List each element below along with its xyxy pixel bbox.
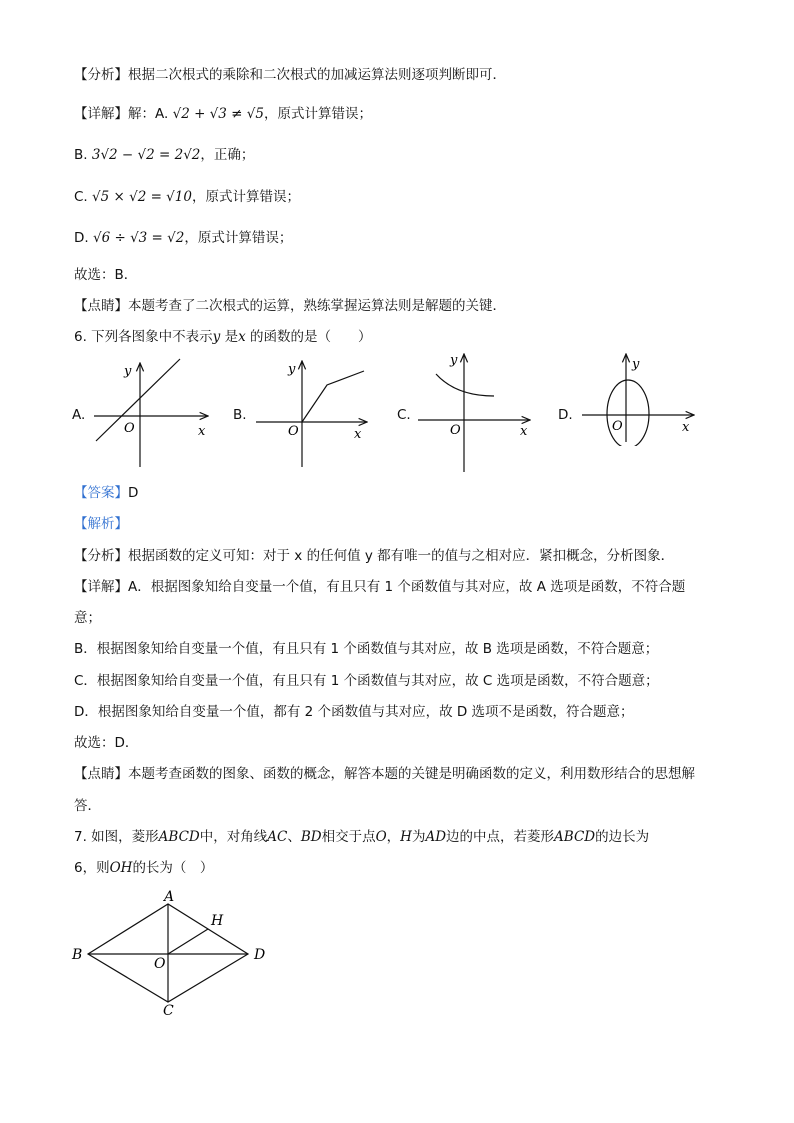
analysis-tag: 【分析】 — [74, 67, 128, 83]
expr-c: √5 × √2 = √10 — [92, 189, 192, 205]
q6-detail-d: D．根据图象知给自变量一个值，都有 2 个函数值与其对应，故 D 选项不是函数，符合题意； — [74, 704, 634, 720]
label-h: H — [211, 913, 224, 929]
q7-text-a: 7. 如图，菱形 — [74, 829, 159, 845]
x-label: x — [198, 424, 206, 439]
q6-graph-b — [252, 355, 382, 473]
origin-label: O — [612, 419, 623, 434]
q7-ac: AC — [267, 829, 288, 845]
label-d: D — [254, 947, 266, 963]
q6-choose: 故选：D． — [74, 735, 139, 751]
q7-comma: ， — [386, 829, 401, 845]
analysis-text: 根据函数的定义可知：对于 x 的任何值 y 都有唯一的值与之相对应．紧扣概念，分析图象． — [128, 548, 675, 564]
q7-sep: 、 — [287, 829, 301, 845]
answer-value: D — [128, 485, 139, 501]
comment-text: 本题考查函数的图象、函数的概念，解答本题的关键是明确函数的定义，利用数形结合的思想解 — [128, 766, 695, 782]
function-curve — [436, 374, 494, 396]
q6-option-a-label: A. — [72, 407, 86, 423]
q6-var-x: x — [238, 329, 246, 345]
q7-text-h: 的长为（ ） — [132, 860, 214, 876]
q7-abcd: ABCD — [158, 829, 200, 845]
x-label: x — [682, 420, 690, 435]
q7-text-g: 6，则 — [74, 860, 110, 876]
head-c: C. — [74, 189, 88, 205]
x-label: x — [520, 424, 528, 439]
label-c: C — [163, 1003, 174, 1019]
label-b: B — [72, 947, 83, 963]
prev-choose: 故选：B． — [74, 267, 138, 283]
detail-tag: 【详解】 — [74, 579, 128, 595]
q6-var-y: y — [212, 329, 221, 345]
origin-label: O — [288, 424, 299, 439]
q7-text-d: 为 — [411, 829, 426, 845]
q6-stem — [74, 328, 372, 346]
segment-oh — [168, 929, 208, 954]
answer-tag: 【答案】 — [74, 485, 128, 501]
q6-answer — [74, 484, 138, 502]
origin-label: O — [450, 423, 461, 438]
q6-graph-d — [576, 350, 706, 446]
q7-stem-1 — [74, 828, 649, 846]
q6-detail-b: B．根据图象知给自变量一个值，有且只有 1 个函数值与其对应，故 B 选项是函数，不符合题意； — [74, 641, 659, 657]
tail-d: ，原式计算错误； — [184, 230, 293, 246]
q6-detail-c: C．根据图象知给自变量一个值，有且只有 1 个函数值与其对应，故 C 选项是函数，不符合题意； — [74, 673, 659, 689]
prev-analysis — [74, 66, 506, 84]
q7-text-c: 相交于点 — [321, 829, 376, 845]
expr-d: √6 ÷ √3 = √2 — [92, 230, 185, 246]
head-b: B. — [74, 147, 88, 163]
q7-text-b: 中，对角线 — [199, 829, 268, 845]
y-label: y — [450, 353, 458, 368]
q6-detail-a-2: 意； — [74, 610, 101, 626]
function-line — [96, 359, 180, 441]
expr-b: 3√2 − √2 = 2√2 — [91, 147, 201, 163]
comment-tag: 【点睛】 — [74, 766, 128, 782]
prev-detail-a — [74, 105, 372, 123]
prev-detail-b — [74, 146, 254, 164]
x-label: x — [354, 427, 362, 442]
label-a: A — [164, 889, 175, 905]
expr-a: √2 + √3 ≠ √5 — [172, 106, 264, 122]
label-o: O — [154, 956, 166, 972]
tail-c: ，原式计算错误； — [191, 189, 300, 205]
q7-text-f: 的边长为 — [595, 829, 650, 845]
q6-stem-b: 是 — [220, 329, 239, 345]
prev-comment — [74, 297, 506, 315]
q7-text-e: 边的中点，若菱形 — [446, 829, 555, 845]
q6-detail-a-1 — [74, 578, 685, 596]
y-label: y — [124, 364, 132, 379]
q6-option-c-label: C. — [397, 407, 411, 423]
q7-rhombus-figure — [66, 888, 276, 1020]
analysis-tag: 【分析】 — [74, 548, 128, 564]
y-label: y — [632, 357, 640, 372]
q6-graph-a — [88, 355, 218, 473]
detail-a-text: A．根据图象知给自变量一个值，有且只有 1 个函数值与其对应，故 A 选项是函数，不符合题 — [128, 579, 686, 595]
prev-detail-d — [74, 229, 292, 247]
head-d: D. — [74, 230, 89, 246]
q6-analysis — [74, 547, 674, 565]
y-label: y — [288, 362, 296, 377]
q6-comment-1 — [74, 765, 695, 783]
q6-stem-c: 的函数的是（ ） — [245, 329, 372, 345]
detail-tag: 【详解】 — [74, 106, 128, 122]
q6-stem-a: 6. 下列各图象中不表示 — [74, 329, 213, 345]
q7-bd: BD — [300, 829, 322, 845]
ellipse-curve — [607, 380, 649, 446]
comment-text: 本题考查了二次根式的运算，熟练掌握运算法则是解题的关键． — [128, 298, 506, 314]
q6-jiexi-tag: 【解析】 — [74, 516, 128, 532]
prev-detail-c — [74, 188, 300, 206]
tail-a: ，原式计算错误； — [263, 106, 372, 122]
function-polyline — [302, 371, 364, 422]
q6-option-b-label: B. — [233, 407, 247, 423]
q7-o: O — [375, 829, 387, 845]
origin-label: O — [124, 421, 135, 436]
tail-b: ，正确； — [200, 147, 255, 163]
q6-comment-2: 答． — [74, 798, 101, 814]
detail-lead: 解：A. — [128, 106, 169, 122]
comment-tag: 【点睛】 — [74, 298, 128, 314]
q7-h: H — [400, 829, 412, 845]
q7-oh: OH — [109, 860, 133, 876]
q7-ad: AD — [425, 829, 447, 845]
q7-abcd-2: ABCD — [554, 829, 596, 845]
analysis-text: 根据二次根式的乘除和二次根式的加减运算法则逐项判断即可． — [128, 67, 506, 83]
q7-stem-2 — [74, 859, 213, 877]
q6-graph-c — [414, 350, 544, 476]
q6-option-d-label: D. — [558, 407, 573, 423]
